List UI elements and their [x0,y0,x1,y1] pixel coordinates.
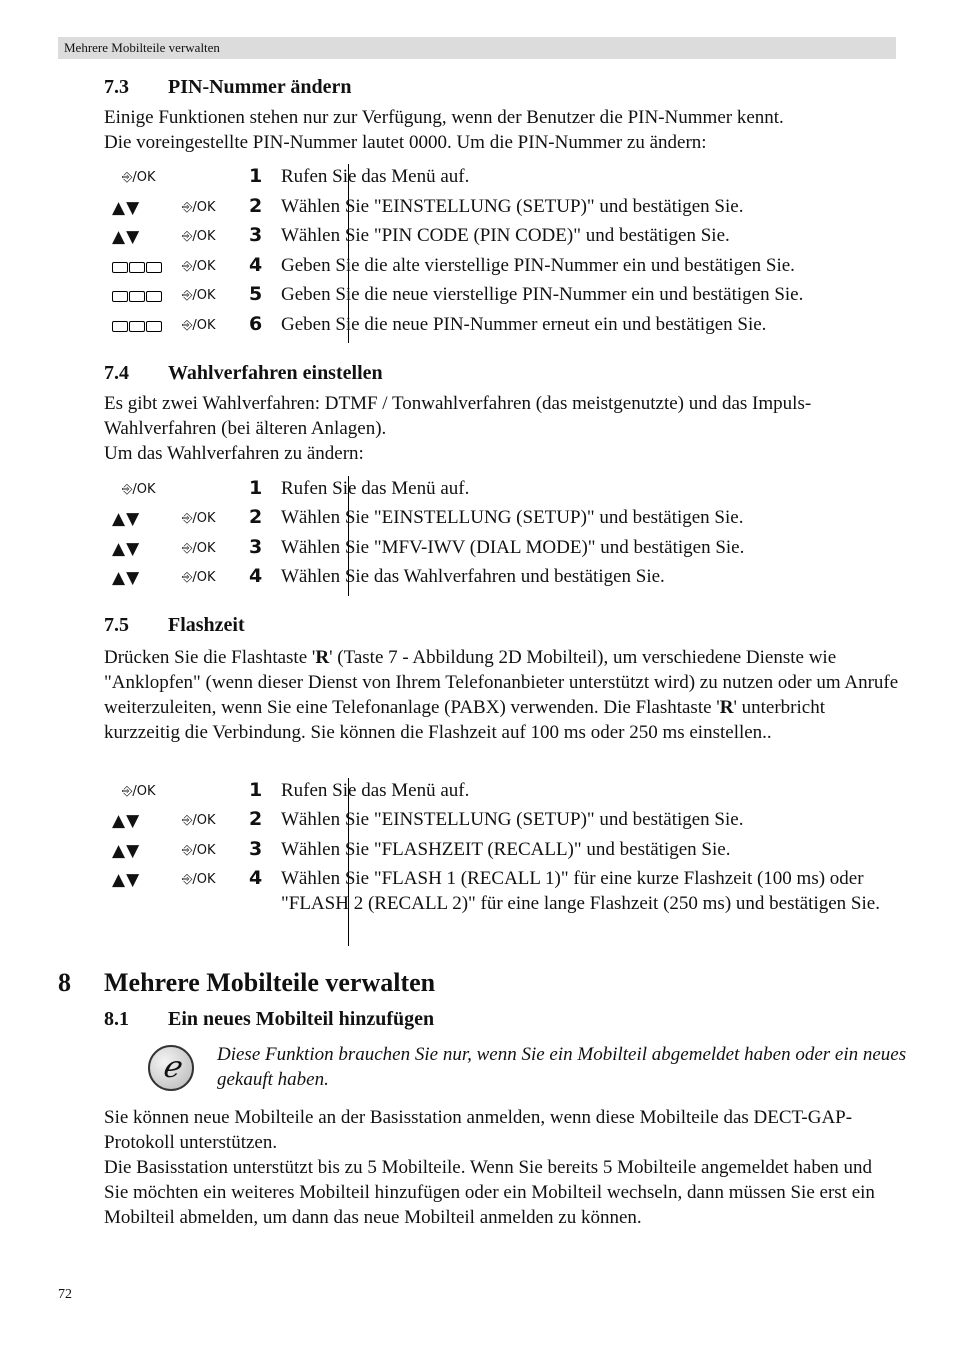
note-info-icon: ℯ [148,1045,194,1091]
number-keys-icon [112,257,163,277]
menu-ok-key-icon: ⎆/OK [182,318,216,333]
heading-8-1: 8.1 Ein neues Mobilteil hinzufügen [104,1008,435,1030]
page-number: 72 [58,1287,72,1302]
paragraph-8-1: Sie können neue Mobilteile an der Basisstation anmelden, wenn diese Mobilteile das DECT-GAP-Protokoll unterstützen. Die Basisstation unterstützt bis zu 5 Mobilteile. Wenn Sie bereits 5 Mobilteile angemeldet haben und Sie möchten ein weiteres Mobilteil hinzufügen oder ein Mobilteil wechseln, dann müssen Sie erst ein Mobilteil abmelden, um dann das neue Mobilteil anmelden zu können. [104,1107,875,1228]
menu-ok-key-icon: ⎆/OK [182,872,216,887]
paragraph-7-3: Einige Funktionen stehen nur zur Verfügung, wenn der Benutzer die PIN-Nummer kennt. Die voreingestellte PIN-Nummer lautet 0000. Um die PIN-Nummer zu ändern: [104,107,784,153]
menu-ok-key-icon: ⎆/OK [182,288,216,303]
up-down-arrow-icon: ▲▼ [112,841,141,861]
note-text: Diese Funktion brauchen Sie nur, wenn Sie ein Mobilteil abgemeldet haben oder ein neues gekauft haben. [217,1044,907,1090]
running-header [58,37,896,59]
menu-ok-key-icon: ⎆/OK [182,200,216,215]
paragraph-7-5: Drücken Sie die Flashtaste 'R' (Taste 7 - Abbildung 2D Mobilteil), um verschiedene Dienste wie "Anklopfen" (wenn dieser Dienst von Ihrem Telefonanbieter unterstützt wird) zu nutzen oder um Anrufe weiterzuleiten, wenn Sie eine Telefonanlage (PABX) verwenden. Die Flashtaste 'R' unterbricht kurzzeitig die Verbindung. Sie können die Flashzeit auf 100 ms oder 250 ms einstellen.. [104,647,899,743]
menu-ok-key-icon: ⎆/OK [182,511,216,526]
heading-7-5: 7.5 Flashzeit [104,614,245,636]
heading-7-3: 7.3 PIN-Nummer ändern [104,76,352,98]
heading-8: 8 Mehrere Mobilteile verwalten [58,968,436,997]
up-down-arrow-icon: ▲▼ [112,198,141,218]
heading-7-4: 7.4 Wahlverfahren einstellen [104,362,383,384]
menu-ok-key-icon: ⎆/OK [182,541,216,556]
up-down-arrow-icon: ▲▼ [112,568,141,588]
up-down-arrow-icon: ▲▼ [112,227,141,247]
menu-ok-key-icon: ⎆/OK [122,170,156,185]
number-keys-icon [112,286,163,306]
up-down-arrow-icon: ▲▼ [112,870,141,890]
running-title: Mehrere Mobilteile verwalten [64,40,220,55]
menu-ok-key-icon: ⎆/OK [182,843,216,858]
menu-ok-key-icon: ⎆/OK [122,784,156,799]
number-keys-icon [112,316,163,336]
up-down-arrow-icon: ▲▼ [112,811,141,831]
menu-ok-key-icon: ⎆/OK [182,259,216,274]
menu-ok-key-icon: ⎆/OK [182,229,216,244]
menu-ok-key-icon: ⎆/OK [122,482,156,497]
up-down-arrow-icon: ▲▼ [112,539,141,559]
menu-ok-key-icon: ⎆/OK [182,570,216,585]
menu-ok-key-icon: ⎆/OK [182,813,216,828]
up-down-arrow-icon: ▲▼ [112,509,141,529]
paragraph-7-4: Es gibt zwei Wahlverfahren: DTMF / Tonwahlverfahren (das meistgenutzte) und das Impuls- Wahlverfahren (bei älteren Anlagen). Um das Wahlverfahren zu ändern: [104,393,812,464]
